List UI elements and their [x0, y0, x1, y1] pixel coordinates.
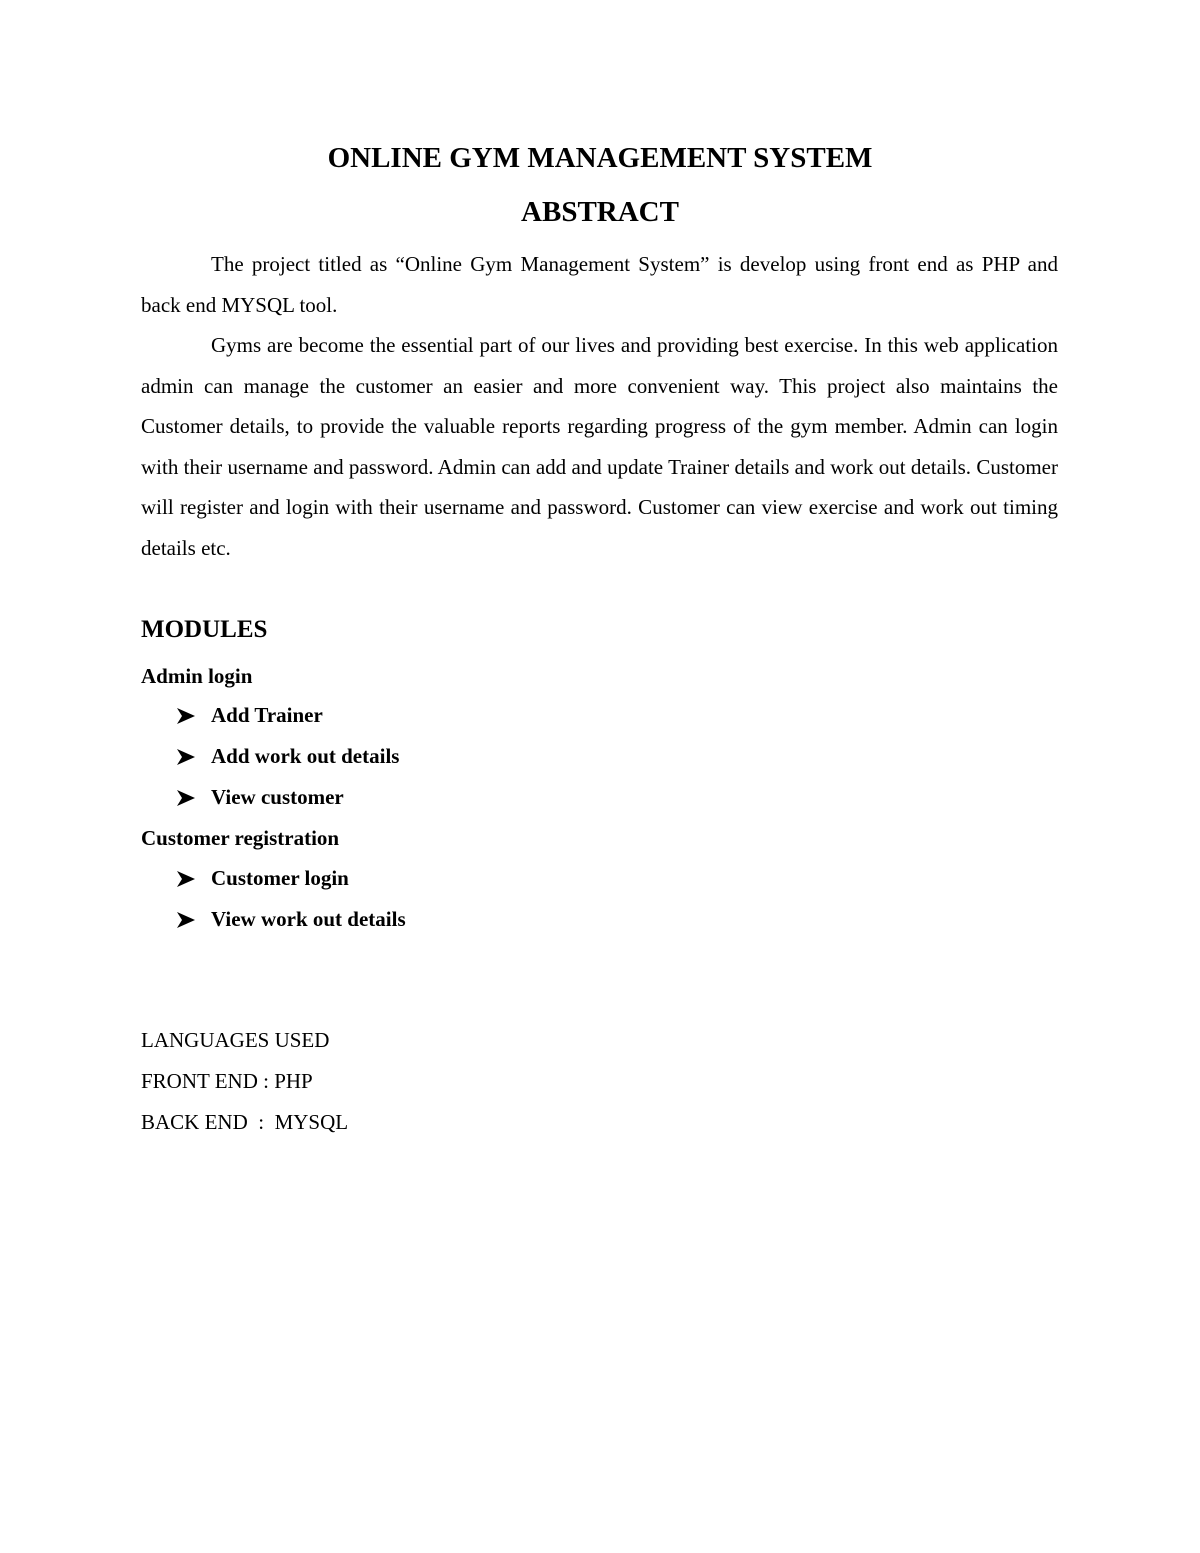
front-end-line: FRONT END : PHP: [141, 1069, 313, 1093]
abstract-heading: ABSTRACT: [521, 196, 679, 228]
arrowhead-bullet-icon: [176, 707, 196, 725]
module-item-label: Add work out details: [211, 744, 400, 768]
module-item-label: Customer login: [211, 866, 349, 890]
document-title: ONLINE GYM MANAGEMENT SYSTEM: [327, 142, 873, 174]
module-item-add-work-out-details: [176, 744, 399, 769]
module-item-view-work-out-details: [176, 907, 406, 932]
module-item-label: View work out details: [211, 907, 406, 931]
abstract-paragraph-2: Gyms are become the essential part of our lives and providing best exercise. In this web application admin can manage the customer an easier and more convenient way. This project also maintains the Customer details, to provide the valuable reports regarding progress of the gym member. Admin can login with their username and password. Admin can add and update Trainer details and work out details. Customer will register and login with their username and password. Customer can view exercise and work out timing details etc.: [141, 333, 1058, 560]
module-item-customer-login: [176, 866, 349, 891]
arrowhead-bullet-icon: [176, 748, 196, 766]
arrowhead-bullet-icon: [176, 789, 196, 807]
back-end-line: BACK END : MYSQL: [141, 1110, 349, 1134]
module-group-customer-registration: Customer registration: [141, 826, 340, 850]
modules-heading: MODULES: [141, 616, 268, 643]
module-item-add-trainer: [176, 703, 323, 728]
module-item-label: View customer: [211, 785, 344, 809]
module-item-label: Add Trainer: [211, 703, 323, 727]
arrowhead-bullet-icon: [176, 870, 196, 888]
module-item-view-customer: [176, 785, 344, 810]
arrowhead-bullet-icon: [176, 911, 196, 929]
module-group-admin-login: Admin login: [141, 664, 253, 688]
abstract-paragraph-1: The project titled as “Online Gym Management System” is develop using front end as PHP and back end MYSQL tool.: [141, 252, 1058, 317]
languages-heading: LANGUAGES USED: [141, 1028, 330, 1052]
